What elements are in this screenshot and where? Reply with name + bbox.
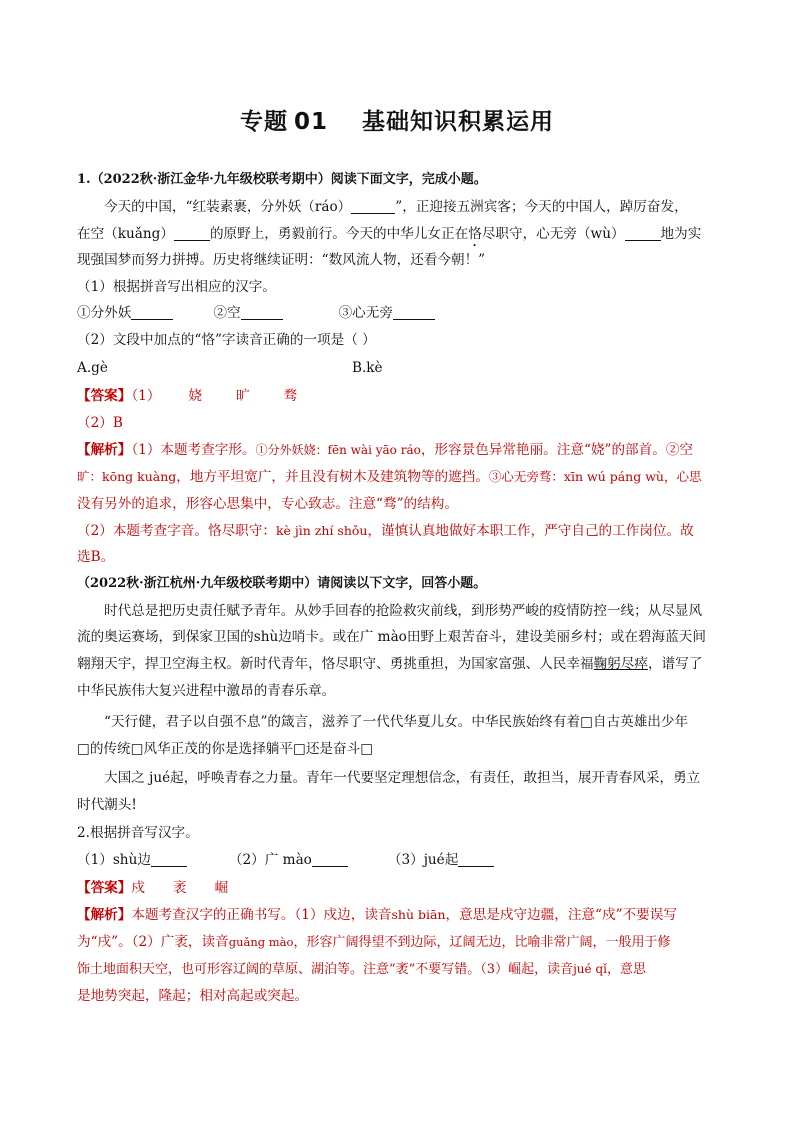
q2-passage-1-line-1: 时代总是把历史责任赋予青年。从妙手回春的抢险救灾前线，到形势严峻的疫情防控一线；从尽显风 (104, 603, 703, 619)
title-subtitle: 基础知识积累运用 (362, 109, 554, 135)
q2-explanation-line-2: 为“戌”。（2）广袤，读音guǎng mào，形容广阔得望不到边际，辽阔无边，比喻非常广阔，一般用于修 (77, 934, 671, 950)
q1-answer: 【答案】（1） 娆 旷 骛 (77, 388, 298, 404)
q1-sub2: （2）文段中加点的“恪”字读音正确的一项是（ ） (77, 332, 376, 348)
q2-blanks: （1）shù边 （2）广 mào （3）jué起 (77, 850, 494, 870)
q2-header: （2022秋·浙江杭州·九年级校联考期中）请阅读以下文字，回答小题。 (77, 576, 487, 591)
emphasis-char-ke: 恪 (468, 226, 482, 242)
q2-passage-3-line-1: 大国之 jué起，呼唤青春之力量。青年一代要坚定理想信念，有责任，敢担当，展开青春风采，勇立 (104, 770, 701, 786)
answer-label: 【答案】 (77, 388, 132, 404)
answer-label: 【答案】 (77, 880, 132, 896)
q1-option-b: B.kè (352, 360, 383, 376)
explanation-label: 【解析】 (77, 907, 132, 923)
q1-sub1-blanks: ①分外妖 ②空 ③心无旁 (77, 303, 435, 323)
q1-passage-line-2: 在空（kuǎng） 的原野上，勇毅前行。今天的中华儿女正在恪尽职守，心无旁（wù） 地为实 (77, 226, 702, 242)
q1-option-a: A.gè (77, 360, 108, 376)
explanation-label: 【解析】 (77, 442, 132, 458)
q2-passage-2-line-2: □的传统□风华正茂的你是选择躺平□还是奋斗□ (77, 741, 374, 757)
q2-explanation-line-4: 是地势突起，隆起；相对高起或突起。 (77, 988, 309, 1004)
q1-passage-line-1: 今天的中国，“红装素裹，分外妖（ráo） ”，正迎接五洲宾客；今天的中国人，踔厉奋发， (104, 199, 688, 215)
q2-explanation-line-1: 【解析】本题考查汉字的正确书写。（1）戍边，读音shù biān，意思是戍守边疆，注意“戍”不要误写 (77, 907, 677, 923)
q2-passage-1-line-4: 中华民族伟大复兴进程中激昂的青春乐章。 (77, 683, 336, 699)
q2-explanation-line-3: 饰土地面积天空，也可形容辽阔的草原、湖泊等。注意“袤”不要写错。（3）崛起，读音jué qǐ，意思 (77, 962, 646, 977)
page-title (0, 103, 794, 136)
q1-explanation-line-2: 旷：kōng kuàng，地方平坦宽广，并且没有树木及建筑物等的遮挡。③心无旁骛：xīn wú páng wù，心思 (77, 469, 702, 485)
q1-sub1: （1）根据拼音写出相应的汉字。 (77, 279, 276, 295)
q2-answer: 【答案】戍 袤 崛 (77, 880, 229, 896)
q1-explanation-line-1: 【解析】（1）本题考查字形。①分外妖娆：fēn wài yāo ráo，形容景色异常艳丽。注意“娆”的部首。②空 (77, 442, 694, 458)
q2-passage-3-line-2: 时代潮头! (77, 797, 137, 813)
q1-answer-2: （2）B (77, 415, 123, 431)
title-number: 01 (293, 109, 328, 135)
q2-question-title: 2.根据拼音写汉字。 (77, 825, 199, 841)
q2-passage-1-line-3: 翱翔天宇，捍卫空海主权。新时代青年，恪尽职守、勇挑重担，为国家富强、人民幸福鞠躬尽瘁，谱写了 (77, 656, 703, 672)
q1-header: 1.（2022秋·浙江金华·九年级校联考期中）阅读下面文字，完成小题。 (77, 172, 487, 187)
q2-passage-1-line-2: 流的奥运赛场，到保家卫国的shù边哨卡。或在广 mào田野上艰苦奋斗，建设美丽乡村；或在碧海蓝天间 (77, 629, 706, 645)
title-main: 专题 (239, 109, 288, 135)
q1-explanation-2-line-1: （2）本题考查字音。恪尽职守：kè jìn zhí shǒu，谨慎认真地做好本职工作，严守自己的工作岗位。故 (77, 523, 694, 539)
q1-explanation-2-line-2: 选B。 (77, 549, 115, 565)
q2-passage-2-line-1: “天行健，君子以自强不息”的箴言，滋养了一代代华夏儿女。中华民族始终有着□自古英雄出少年 (104, 714, 689, 730)
q1-passage-line-3: 现强国梦而努力拼搏。历史将继续证明：“数风流人物，还看今朝！” (77, 252, 486, 268)
q1-explanation-line-3: 没有另外的追求，形容心思集中，专心致志。注意“骛”的结构。 (77, 496, 458, 512)
